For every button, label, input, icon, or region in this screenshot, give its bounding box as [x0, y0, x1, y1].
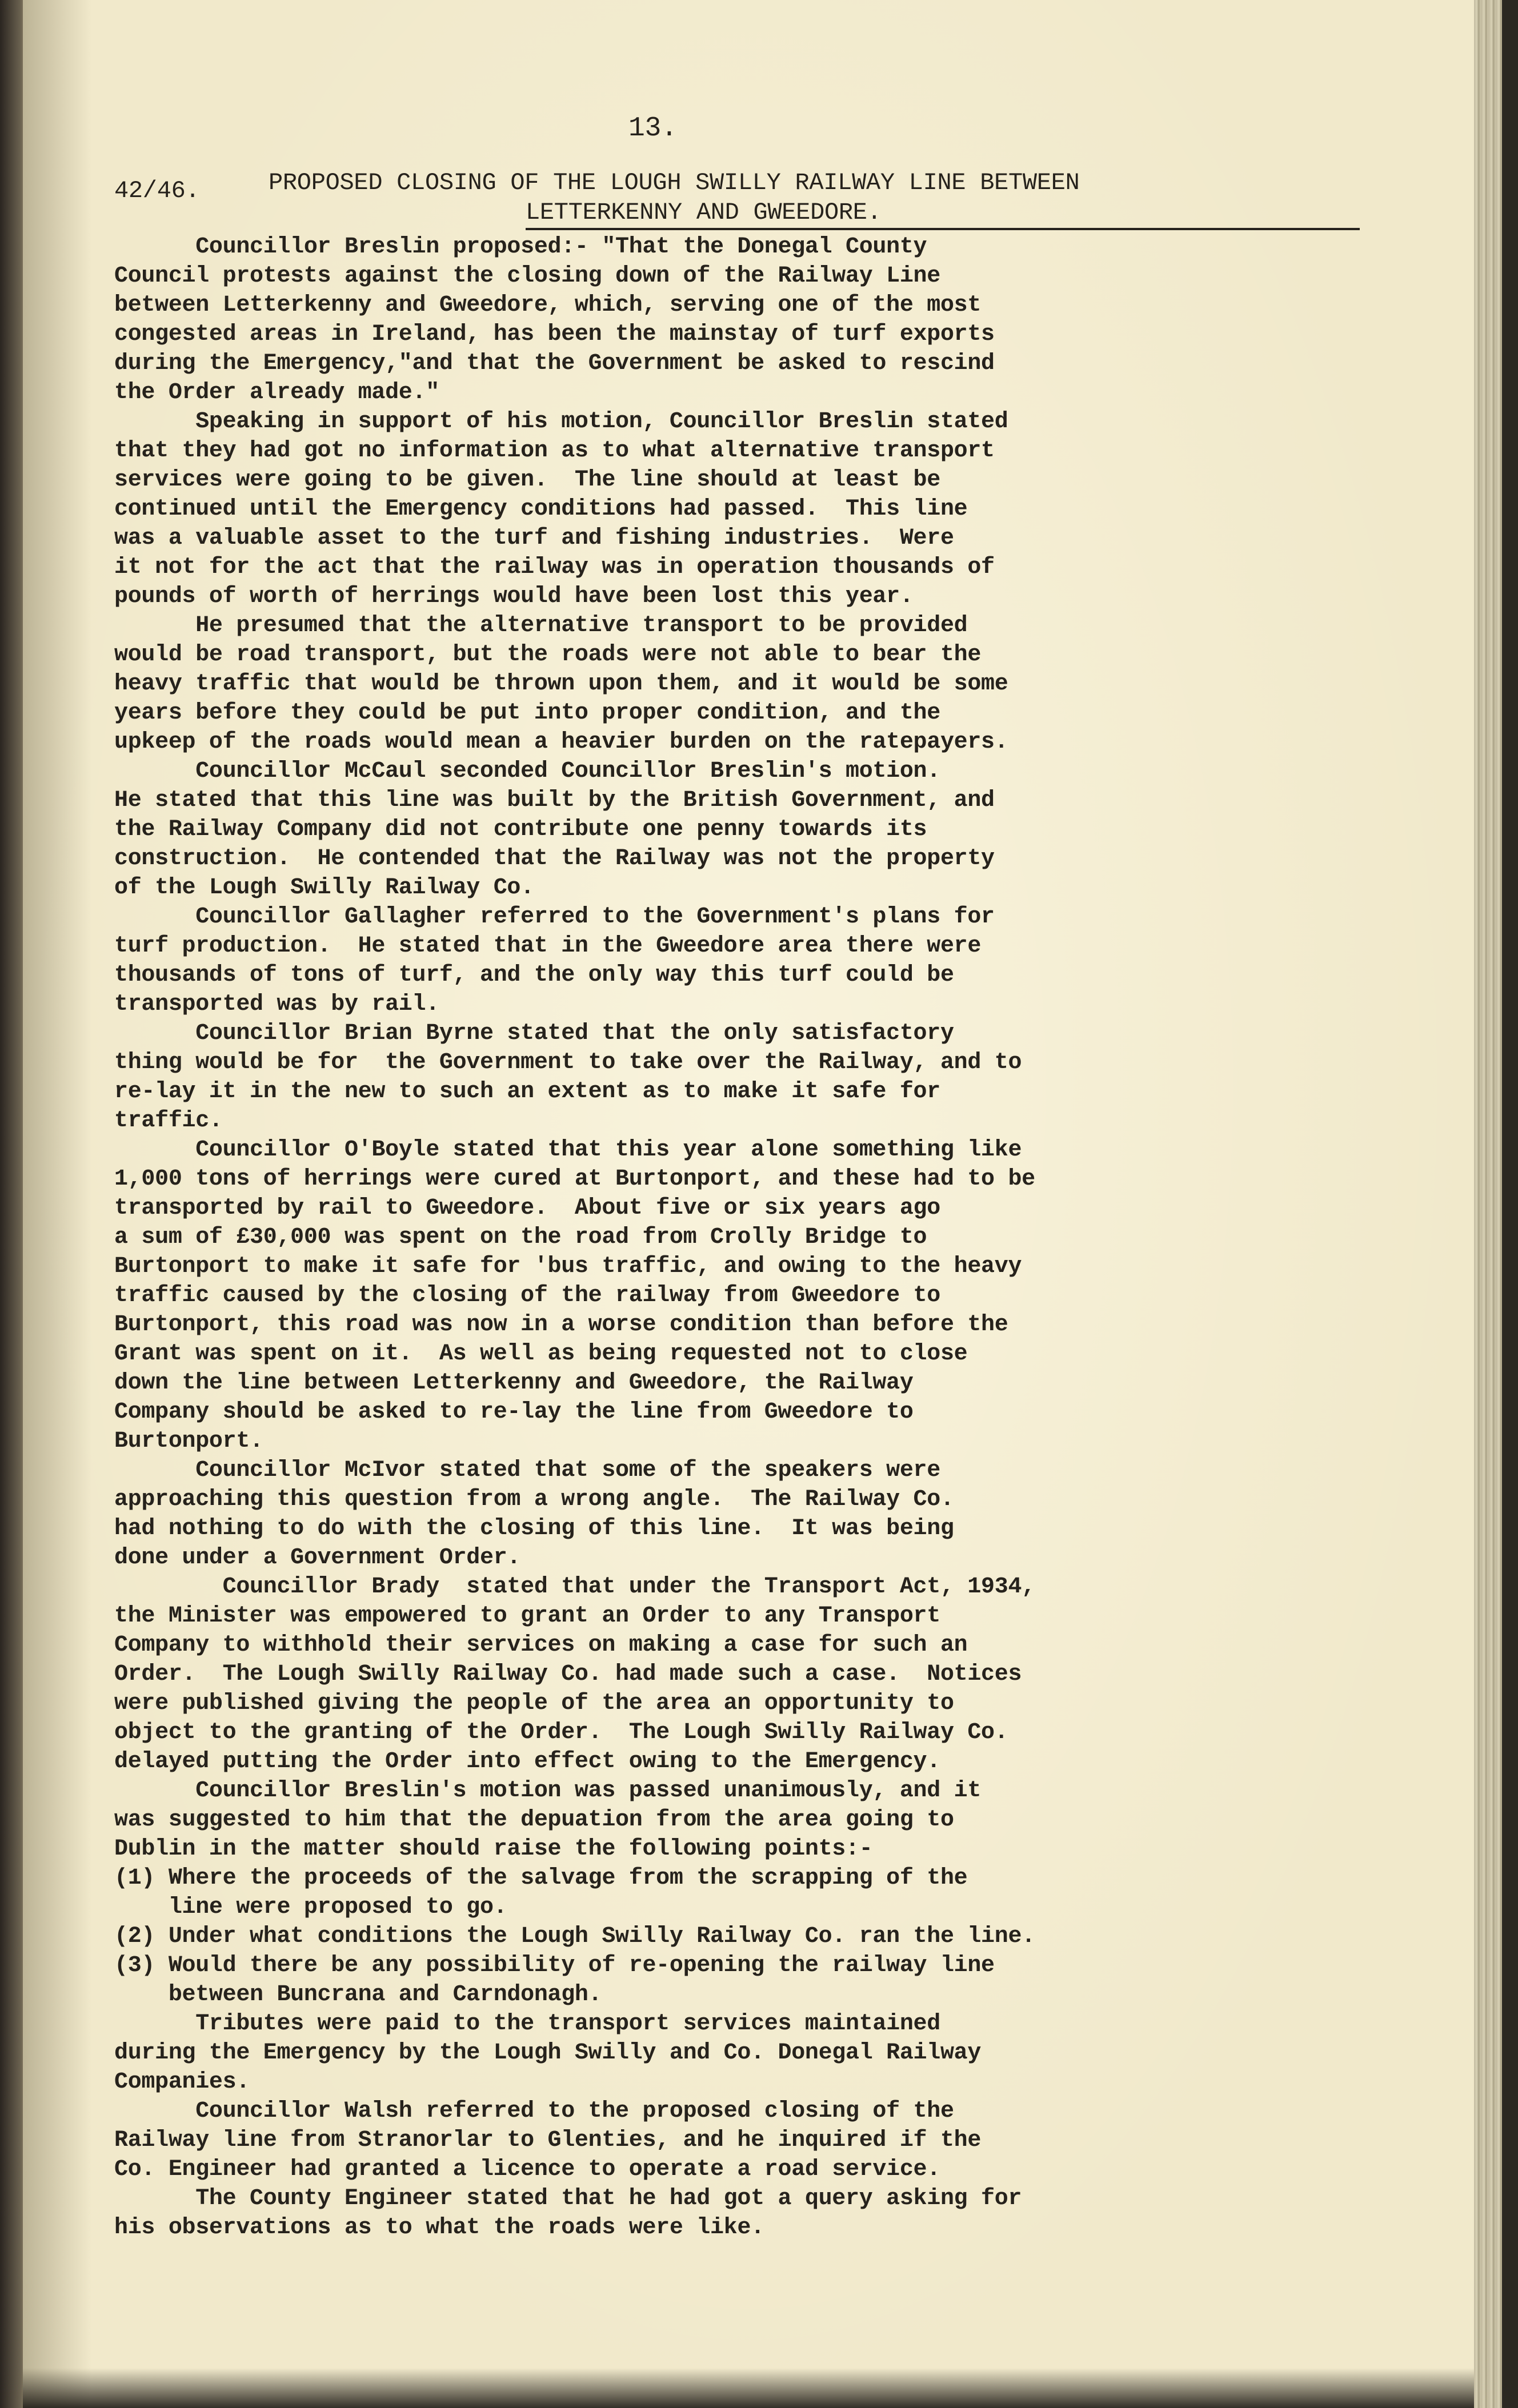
text-line: continued until the Emergency conditions had passed. This line	[114, 496, 968, 522]
text-line: traffic caused by the closing of the railway from Gweedore to	[114, 1283, 940, 1309]
page-bottom-shadow	[23, 2368, 1474, 2408]
text-line: Order. The Lough Swilly Railway Co. had made such a case. Notices	[114, 1661, 1022, 1687]
text-line: delayed putting the Order into effect owing to the Emergency.	[114, 1749, 940, 1775]
text-line: were published giving the people of the area an opportunity to	[114, 1691, 954, 1716]
text-line: had nothing to do with the closing of this line. It was being	[114, 1516, 954, 1542]
text-line: heavy traffic that would be thrown upon them, and it would be some	[114, 671, 1008, 697]
text-line: He presumed that the alternative transport to be provided	[114, 613, 968, 639]
text-line: The County Engineer stated that he had got a query asking for	[114, 2186, 1022, 2212]
text-line: Councillor McIvor stated that some of the speakers were	[114, 1458, 940, 1483]
text-line: 1,000 tons of herrings were cured at Burtonport, and these had to be	[114, 1166, 1035, 1192]
text-line: the Railway Company did not contribute one penny towards its	[114, 817, 927, 842]
text-line: during the Emergency by the Lough Swilly and Co. Donegal Railway	[114, 2040, 982, 2066]
text-line: congested areas in Ireland, has been the mainstay of turf exports	[114, 322, 995, 347]
text-line: between Letterkenny and Gweedore, which, serving one of the most	[114, 292, 982, 318]
book-cover-edge	[1502, 0, 1518, 2408]
text-line: upkeep of the roads would mean a heavier burden on the ratepayers.	[114, 729, 1008, 755]
heading-title-line-2: LETTERKENNY AND GWEEDORE.	[526, 199, 882, 226]
text-line: (1) Where the proceeds of the salvage from the scrapping of the	[114, 1865, 968, 1891]
text-line: Grant was spent on it. As well as being requested not to close	[114, 1341, 968, 1367]
text-line: was a valuable asset to the turf and fishing industries. Were	[114, 525, 954, 551]
text-line: Councillor Breslin proposed:- "That the Donegal County	[114, 234, 927, 260]
text-line: Burtonport to make it safe for 'bus traffic, and owing to the heavy	[114, 1254, 1022, 1279]
text-line: re-lay it in the new to such an extent as to make it safe for	[114, 1079, 940, 1105]
text-line: services were going to be given. The line should at least be	[114, 467, 940, 493]
text-line: Councillor McCaul seconded Councillor Breslin's motion.	[114, 758, 940, 784]
text-line: the Order already made."	[114, 380, 439, 406]
text-line: was suggested to him that the depuation from the area going to	[114, 1807, 954, 1833]
text-line: Dublin in the matter should raise the following points:-	[114, 1836, 873, 1862]
text-line: Burtonport.	[114, 1428, 263, 1454]
text-line: Council protests against the closing down of the Railway Line	[114, 263, 940, 289]
text-line: thing would be for the Government to take over the Railway, and to	[114, 1050, 1022, 1075]
text-line: done under a Government Order.	[114, 1545, 521, 1571]
text-line: thousands of tons of turf, and the only way this turf could be	[114, 962, 954, 988]
text-line: Councillor Brian Byrne stated that the only satisfactory	[114, 1021, 954, 1046]
text-line: pounds of worth of herrings would have been lost this year.	[114, 584, 914, 609]
text-line: during the Emergency,"and that the Government be asked to rescind	[114, 351, 995, 376]
text-line: Councillor Breslin's motion was passed unanimously, and it	[114, 1778, 982, 1804]
text-line: Companies.	[114, 2069, 250, 2095]
page-number: 13.	[628, 113, 678, 144]
text-line: Burtonport, this road was now in a worse condition than before the	[114, 1312, 1008, 1338]
text-line: down the line between Letterkenny and Gweedore, the Railway	[114, 1370, 914, 1396]
text-line: the Minister was empowered to grant an Order to any Transport	[114, 1603, 940, 1629]
text-line: Councillor Walsh referred to the proposed closing of the	[114, 2098, 954, 2124]
text-line: He stated that this line was built by the British Government, and	[114, 788, 995, 813]
text-line: of the Lough Swilly Railway Co.	[114, 875, 534, 901]
text-line: turf production. He stated that in the Gweedore area there were	[114, 933, 982, 959]
text-line: it not for the act that the railway was in operation thousands of	[114, 555, 995, 580]
text-line: (3) Would there be any possibility of re-opening the railway line	[114, 1953, 995, 1978]
text-line: approaching this question from a wrong angle. The Railway Co.	[114, 1487, 954, 1512]
text-line: transported was by rail.	[114, 992, 439, 1017]
text-line: years before they could be put into proper condition, and the	[114, 700, 940, 726]
text-line: Tributes were paid to the transport services maintained	[114, 2011, 940, 2037]
heading-title-line-1: PROPOSED CLOSING OF THE LOUGH SWILLY RAILWAY LINE BETWEEN	[269, 169, 1080, 196]
text-line: would be road transport, but the roads were not able to bear the	[114, 642, 982, 668]
text-line: transported by rail to Gweedore. About five or six years ago	[114, 1195, 940, 1221]
text-line: Councillor Gallagher referred to the Government's plans for	[114, 904, 995, 930]
text-line: Co. Engineer had granted a licence to operate a road service.	[114, 2157, 940, 2182]
text-line: Company should be asked to re-lay the line from Gweedore to	[114, 1399, 914, 1425]
text-line: Company to withhold their services on making a case for such an	[114, 1632, 968, 1658]
text-line: construction. He contended that the Railway was not the property	[114, 846, 995, 872]
text-line: between Buncrana and Carndonagh.	[114, 1982, 602, 2008]
text-line: a sum of £30,000 was spent on the road from Crolly Bridge to	[114, 1225, 927, 1250]
text-line: that they had got no information as to what alternative transport	[114, 438, 995, 464]
heading-underline	[526, 228, 1360, 230]
text-line: traffic.	[114, 1108, 223, 1134]
text-line: line were proposed to go.	[114, 1895, 507, 1920]
text-line: his observations as to what the roads were like.	[114, 2215, 764, 2241]
text-line: object to the granting of the Order. The Lough Swilly Railway Co.	[114, 1720, 1008, 1745]
text-line: Speaking in support of his motion, Councillor Breslin stated	[114, 409, 1008, 435]
text-line: (2) Under what conditions the Lough Swilly Railway Co. ran the line.	[114, 1924, 1035, 1949]
minute-body	[114, 232, 1325, 2242]
text-line: Railway line from Stranorlar to Glenties, and he inquired if the	[114, 2128, 982, 2153]
text-line: Councillor O'Boyle stated that this year alone something like	[114, 1137, 1022, 1163]
minute-number: 42/46.	[114, 177, 200, 204]
text-line: Councillor Brady stated that under the Transport Act, 1934,	[114, 1574, 1035, 1600]
